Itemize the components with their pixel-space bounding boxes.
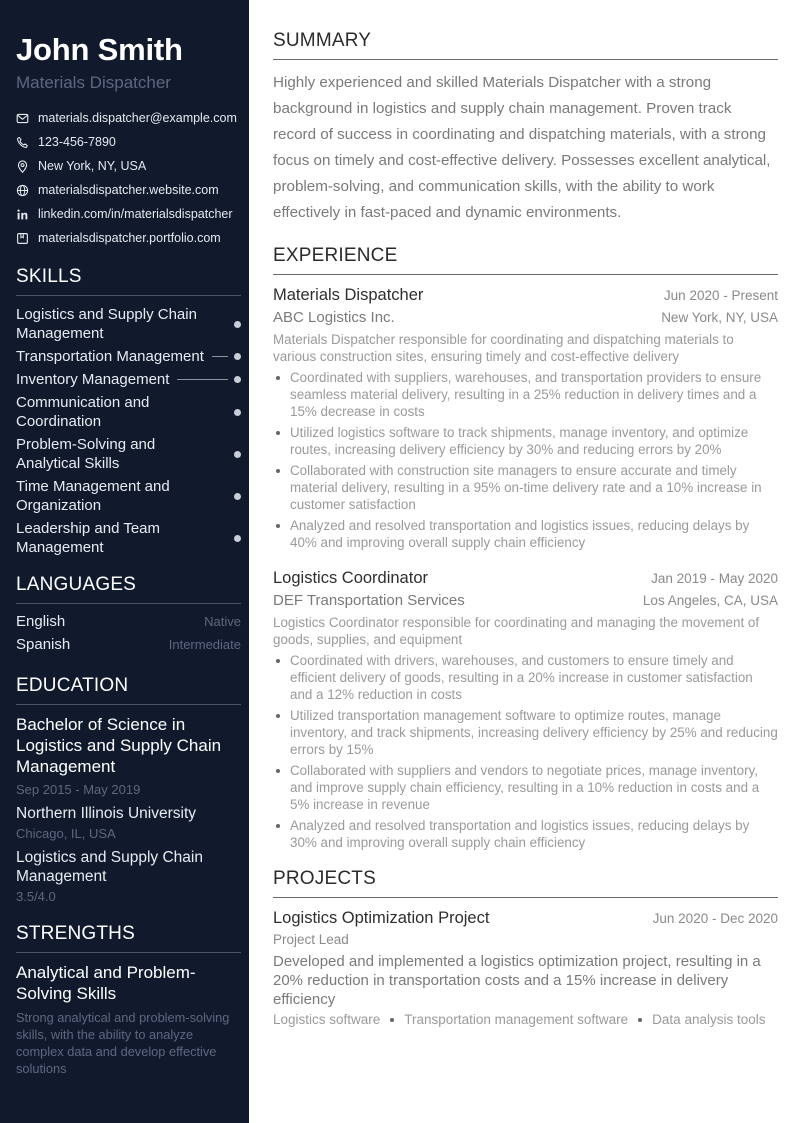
skill-connector xyxy=(177,379,228,380)
skill-label: Logistics and Supply Chain Management xyxy=(16,306,197,342)
language-item xyxy=(16,636,241,659)
skill-label: Inventory Management xyxy=(16,371,170,388)
languages-list xyxy=(16,613,241,659)
skill-dot xyxy=(234,353,241,360)
job-company: ABC Logistics Inc. xyxy=(273,309,395,326)
job-achievements xyxy=(273,369,778,551)
job-dates: Jan 2019 - May 2020 xyxy=(651,571,778,586)
contact-list xyxy=(16,106,241,250)
skills-list xyxy=(16,305,241,557)
skill-dot xyxy=(234,409,241,416)
education-dates: Sep 2015 - May 2019 xyxy=(16,782,141,797)
education-heading: EDUCATION xyxy=(16,675,241,705)
language-level: Native xyxy=(204,614,241,629)
summary-heading: SUMMARY xyxy=(273,30,778,60)
contact-portfolio[interactable] xyxy=(16,226,241,250)
skill-label: Time Management and Organization xyxy=(16,478,170,514)
skill-dot xyxy=(234,493,241,500)
skill-dot xyxy=(234,535,241,542)
strength-description: Strong analytical and problem-solving skills, with the ability to analyze complex data and develop effective solutions xyxy=(16,1010,230,1076)
skill-item xyxy=(16,370,241,389)
skill-item xyxy=(16,477,241,515)
project-role: Project Lead xyxy=(273,932,349,947)
strength-title: Analytical and Problem-Solving Skills xyxy=(16,963,196,1003)
job-description: Logistics Coordinator responsible for coordinating and managing the movement of goods, supplies, and equipment xyxy=(273,615,760,647)
skill-dot xyxy=(234,321,241,328)
skill-label: Communication and Coordination xyxy=(16,394,150,430)
achievement-item: Utilized transportation management software to optimize routes, manage inventory, and track shipments, increasing delivery efficiency by 25% and reducing errors by 15% xyxy=(273,707,778,758)
language-item xyxy=(16,613,241,636)
job-title: Logistics Coordinator xyxy=(273,569,428,587)
job-location: Los Angeles, CA, USA xyxy=(642,593,778,608)
main-content xyxy=(273,30,778,1029)
phone-icon xyxy=(16,136,29,149)
contact-email[interactable] xyxy=(16,106,241,130)
linkedin-icon xyxy=(16,208,29,221)
skill-item xyxy=(16,519,241,557)
project-tool: Transportation management software xyxy=(404,1012,629,1027)
job-description: Materials Dispatcher responsible for coordinating and dispatching materials to various construction sites, ensuring timely and cost-effective delivery xyxy=(273,332,734,364)
contact-phone[interactable] xyxy=(16,130,241,154)
project-dates: Jun 2020 - Dec 2020 xyxy=(652,911,778,926)
globe-icon xyxy=(16,184,29,197)
projects-heading: PROJECTS xyxy=(273,868,778,898)
skill-label: Leadership and Team Management xyxy=(16,520,160,556)
skill-connector xyxy=(224,324,228,325)
achievement-item: Analyzed and resolved transportation and logistics issues, reducing delays by 30% and improving overall supply chain efficiency xyxy=(273,817,778,851)
project-tools xyxy=(273,1011,778,1029)
skill-connector xyxy=(212,356,228,357)
strengths-heading: STRENGTHS xyxy=(16,923,241,953)
language-name: English xyxy=(16,613,66,630)
education-gpa: 3.5/4.0 xyxy=(16,889,56,904)
skill-connector xyxy=(224,454,228,455)
experience-heading: EXPERIENCE xyxy=(273,245,778,275)
achievement-item: Collaborated with suppliers and vendors to negotiate prices, manage inventory, and improve supply chain efficiency, resulting in a 10% reduction in costs and a 5% increase in revenue xyxy=(273,762,778,813)
skill-connector xyxy=(224,496,228,497)
skill-dot xyxy=(234,376,241,383)
job-company: DEF Transportation Services xyxy=(273,592,465,609)
skill-connector xyxy=(224,412,228,413)
job-dates: Jun 2020 - Present xyxy=(663,288,778,303)
achievement-item: Utilized logistics software to track shipments, manage inventory, and optimize routes, increasing delivery efficiency by 30% and reducing errors by 20% xyxy=(273,424,778,458)
experience-entry xyxy=(273,284,778,551)
project-tool: Logistics software xyxy=(273,1012,381,1027)
email-icon xyxy=(16,112,29,125)
skill-label: Transportation Management xyxy=(16,348,204,365)
project-tool: Data analysis tools xyxy=(652,1012,766,1027)
achievement-item: Coordinated with drivers, warehouses, and customers to ensure timely and efficient delivery of goods, resulting in a 20% increase in customer satisfaction and a 12% reduction in costs xyxy=(273,652,778,703)
tool-separator xyxy=(638,1018,642,1022)
languages-heading: LANGUAGES xyxy=(16,574,241,604)
job-title: Materials Dispatcher xyxy=(273,286,424,304)
job-achievements xyxy=(273,652,778,851)
education-location: Chicago, IL, USA xyxy=(16,826,116,841)
education-field: Logistics and Supply Chain Management xyxy=(16,849,203,885)
summary-text: Highly experienced and skilled Materials Dispatcher with a strong background in logistics and supply chain management. Proven track record of success in coordinating and dispatching materials, with a strong focus on timely and cost-effective delivery. Possesses excellent analytical, problem-solving, and communication skills, with the ability to work effectively in fast-paced and dynamic environments. xyxy=(273,74,771,221)
location-icon xyxy=(16,160,29,173)
skill-item xyxy=(16,347,241,366)
skill-item xyxy=(16,393,241,431)
skill-dot xyxy=(234,451,241,458)
language-level: Intermediate xyxy=(168,637,241,652)
portfolio-icon xyxy=(16,232,29,245)
project-title: Logistics Optimization Project xyxy=(273,909,490,927)
contact-location xyxy=(16,154,241,178)
project-entry xyxy=(273,907,778,1029)
tool-separator xyxy=(390,1018,394,1022)
contact-location-text: New York, NY, USA xyxy=(38,159,147,173)
skills-heading: SKILLS xyxy=(16,266,241,296)
contact-linkedin[interactable] xyxy=(16,202,241,226)
project-description: Developed and implemented a logistics optimization project, resulting in a 20% reduction in transportation costs and a 15% increase in delivery efficiency xyxy=(273,953,761,1008)
candidate-role: Materials Dispatcher xyxy=(16,73,171,92)
language-name: Spanish xyxy=(16,636,71,653)
sidebar xyxy=(0,0,249,1123)
contact-email-text: materials.dispatcher@example.com xyxy=(38,111,237,125)
education-degree: Bachelor of Science in Logistics and Supply Chain Management xyxy=(16,715,222,776)
achievement-item: Collaborated with construction site managers to ensure accurate and timely material delivery, resulting in a 95% on-time delivery rate and a 10% increase in customer satisfaction xyxy=(273,462,778,513)
skill-item xyxy=(16,305,241,343)
skill-item xyxy=(16,435,241,473)
skill-label: Problem-Solving and Analytical Skills xyxy=(16,436,156,472)
experience-entry xyxy=(273,567,778,851)
candidate-name: John Smith xyxy=(16,32,183,67)
achievement-item: Coordinated with suppliers, warehouses, and transportation providers to ensure seamless material delivery, resulting in a 25% reduction in delivery times and a 15% decrease in costs xyxy=(273,369,778,420)
achievement-item: Analyzed and resolved transportation and logistics issues, reducing delays by 40% and improving overall supply chain efficiency xyxy=(273,517,778,551)
education-entry xyxy=(16,714,241,905)
contact-phone-text: 123-456-7890 xyxy=(38,135,116,149)
contact-website-text: materialsdispatcher.website.com xyxy=(38,183,219,197)
education-school: Northern Illinois University xyxy=(16,805,197,822)
job-location: New York, NY, USA xyxy=(661,310,778,325)
contact-portfolio-text: materialsdispatcher.portfolio.com xyxy=(38,231,221,245)
skill-connector xyxy=(224,538,228,539)
contact-website[interactable] xyxy=(16,178,241,202)
contact-linkedin-text: linkedin.com/in/materialsdispatcher xyxy=(38,207,233,221)
